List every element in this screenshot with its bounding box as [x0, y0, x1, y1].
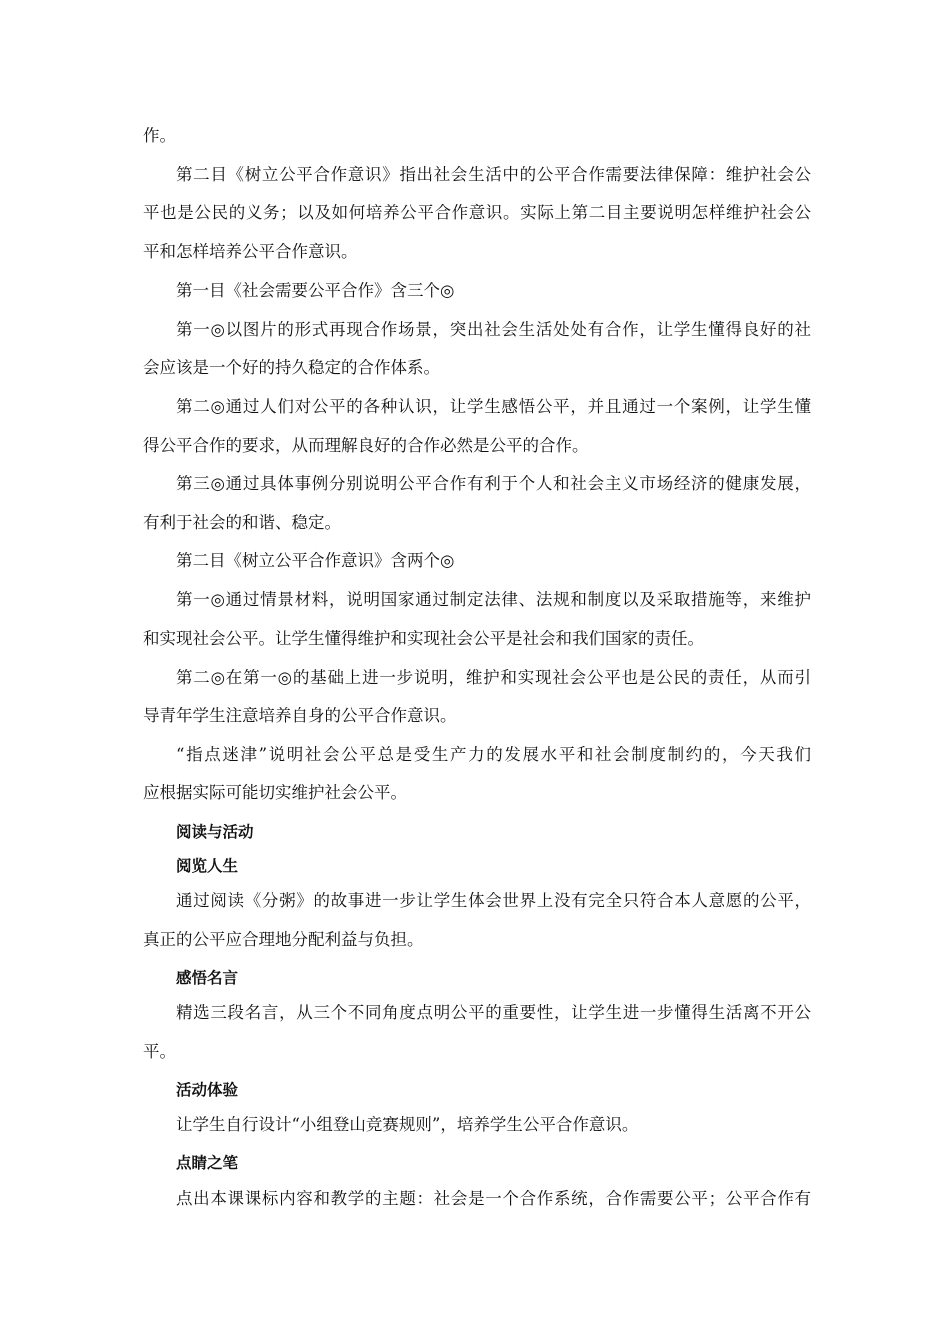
section-heading: 活动体验 — [176, 1081, 239, 1099]
text-line: 精选三段名言，从三个不同角度点明公平的重要性，让学生进一步懂得生活离不开公 — [176, 1003, 811, 1022]
section-heading: 点睛之笔 — [176, 1154, 239, 1172]
section-heading: 感悟名言 — [176, 969, 239, 987]
text-line: 得公平合作的要求，从而理解良好的合作必然是公平的合作。 — [143, 436, 589, 455]
text-line: 有利于社会的和谐、稳定。 — [143, 513, 341, 532]
text-line: 点出本课课标内容和教学的主题：社会是一个合作系统，合作需要公平；公平合作有 — [176, 1189, 811, 1208]
text-line: 第二目《树立公平合作意识》指出社会生活中的公平合作需要法律保障：维护社会公 — [176, 165, 811, 184]
text-line: 导青年学生注意培养自身的公平合作意识。 — [143, 706, 457, 725]
text-line: 第一◎通过情景材料，说明国家通过制定法律、法规和制度以及采取措施等，来维护 — [176, 590, 811, 609]
text-line: 平。 — [143, 1042, 176, 1061]
text-line: 第一◎以图片的形式再现合作场景，突出社会生活处处有合作，让学生懂得良好的社 — [176, 320, 811, 339]
text-line: 第二目《树立公平合作意识》含两个◎ — [176, 551, 455, 570]
section-heading: 阅读与活动 — [176, 823, 254, 841]
text-line: 真正的公平应合理地分配利益与负担。 — [143, 930, 424, 949]
text-line: 让学生自行设计“小组登山竞赛规则”，培养学生公平合作意识。 — [176, 1115, 639, 1134]
text-line: “指点迷津”说明社会公平总是受生产力的发展水平和社会制度制约的，今天我们 — [176, 745, 811, 764]
text-line: 第二◎在第一◎的基础上进一步说明，维护和实现社会公平也是公民的责任，从而引 — [176, 668, 811, 687]
text-line: 应根据实际可能切实维护社会公平。 — [143, 783, 407, 802]
section-heading: 阅览人生 — [176, 857, 239, 875]
text-line: 和实现社会公平。让学生懂得维护和实现社会公平是社会和我们国家的责任。 — [143, 629, 704, 648]
text-line: 第一目《社会需要公平合作》含三个◎ — [176, 281, 455, 300]
text-line: 会应该是一个好的持久稳定的合作体系。 — [143, 358, 440, 377]
text-line: 第二◎通过人们对公平的各种认识，让学生感悟公平，并且通过一个案例，让学生懂 — [176, 397, 811, 416]
text-line: 平也是公民的义务；以及如何培养公平合作意识。实际上第二目主要说明怎样维护社会公 — [143, 203, 811, 222]
text-line: 通过阅读《分粥》的故事进一步让学生体会世界上没有完全只符合本人意愿的公平， — [176, 891, 811, 910]
text-line: 第三◎通过具体事例分别说明公平合作有利于个人和社会主义市场经济的健康发展， — [176, 474, 811, 493]
text-line: 作。 — [143, 126, 176, 145]
text-line: 平和怎样培养公平合作意识。 — [143, 242, 358, 261]
